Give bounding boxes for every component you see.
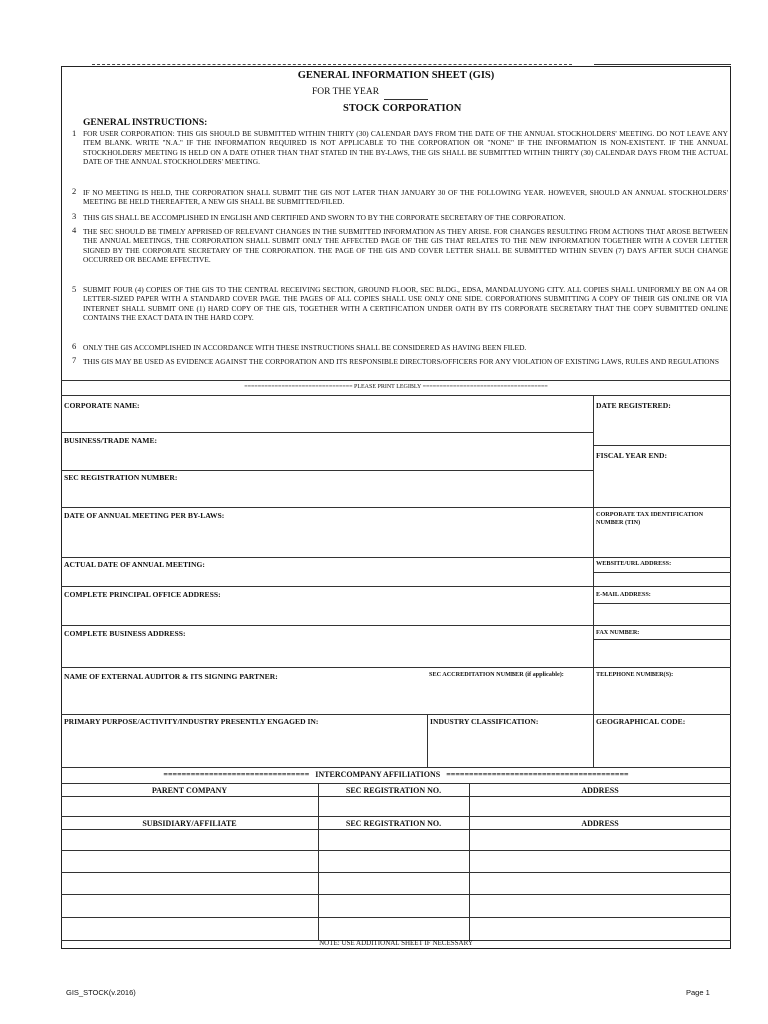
instruction-text: THIS GIS SHALL BE ACCOMPLISHED IN ENGLISH AND CERTIFIED AND SWORN TO BY THE CORPORATE SECRETARY OF THE CORPORATION. xyxy=(83,213,566,222)
field-rule xyxy=(593,639,731,640)
field-rule xyxy=(593,667,731,668)
address-header: ADDRESS xyxy=(581,819,619,828)
instruction-text: ONLY THE GIS ACCOMPLISHED IN ACCORDANCE WITH THESE INSTRUCTIONS SHALL BE CONSIDERED AS HAVING BEEN FILED. xyxy=(83,343,527,352)
sec-reg-no-header: SEC REGISTRATION NO. xyxy=(345,786,442,795)
field-rule xyxy=(593,603,731,604)
field-rule xyxy=(593,586,731,587)
instruction-number: 5 xyxy=(72,284,77,294)
field-rule xyxy=(593,625,731,626)
primary-purpose-label: PRIMARY PURPOSE/ACTIVITY/INDUSTRY PRESENTLY ENGAGED IN: xyxy=(64,717,319,726)
banner-left-rule: ================================ xyxy=(163,770,310,779)
fax-label: FAX NUMBER: xyxy=(596,629,640,636)
table-row-rule xyxy=(61,894,731,895)
corporate-name-label: CORPORATE NAME: xyxy=(64,401,140,410)
instruction-text: THIS GIS MAY BE USED AS EVIDENCE AGAINST THE CORPORATION AND ITS RESPONSIBLE DIRECTORS/OFFICERS FOR ANY VIOLATION OF EXISTING LAWS, RULES AND REGULATIONS xyxy=(83,357,719,366)
corporate-tin-label: CORPORATE TAX IDENTIFICATION NUMBER (TIN) xyxy=(596,511,704,526)
table-row-rule xyxy=(61,829,731,830)
affiliations-banner xyxy=(61,770,731,779)
general-instructions-heading: GENERAL INSTRUCTIONS: xyxy=(83,118,208,128)
column-divider xyxy=(593,395,594,767)
field-rule xyxy=(593,507,731,508)
column-divider xyxy=(427,714,428,767)
instruction-number: 6 xyxy=(72,341,77,351)
form-code: GIS_STOCK(v.2016) xyxy=(66,988,136,997)
page-number: Page 1 xyxy=(686,988,710,997)
field-rule xyxy=(61,507,593,508)
annual-meeting-bylaws-label: DATE OF ANNUAL MEETING PER BY-LAWS: xyxy=(64,511,225,520)
instruction-number: 4 xyxy=(72,225,77,235)
website-label: WEBSITE/URL ADDRESS: xyxy=(596,560,672,567)
field-rule xyxy=(593,714,731,715)
field-rule xyxy=(61,470,593,471)
section-divider xyxy=(61,380,731,381)
parent-company-header: PARENT COMPANY xyxy=(151,786,228,795)
additional-sheet-note: NOTE: USE ADDITIONAL SHEET IF NECESSARY xyxy=(319,939,473,947)
field-rule xyxy=(61,625,593,626)
table-row-rule xyxy=(61,917,731,918)
sec-reg-no-header: SEC REGISTRATION NO. xyxy=(345,819,442,828)
table-row-rule xyxy=(61,796,731,797)
affiliations-title: INTERCOMPANY AFFILIATIONS xyxy=(315,770,441,779)
address-header: ADDRESS xyxy=(581,786,619,795)
sec-registration-number-label: SEC REGISTRATION NUMBER: xyxy=(64,473,178,482)
instruction-number: 7 xyxy=(72,355,77,365)
date-registered-label: DATE REGISTERED: xyxy=(596,401,671,410)
form-title: GENERAL INFORMATION SHEET (GIS) xyxy=(297,70,495,81)
top-right-rule xyxy=(594,64,731,65)
fiscal-year-end-label: FISCAL YEAR END: xyxy=(596,451,668,460)
instruction-text: THE SEC SHOULD BE TIMELY APPRISED OF RELEVANT CHANGES IN THE SUBMITTED INFORMATION AS THEY ARISE. FOR CHANGES RESULTING FROM ACTIONS THAT AROSE BETWEEN THE ANNUAL MEETINGS, THE CORPORATION SHALL SUBMIT ONLY THE AFFECTED PAGE OF THE GIS THAT RELATES TO THE NEW INFORMATION TOGETHER WITH A COVER LETTER SIGNED BY THE CORPORATE SECRETARY OF THE CORPORATION. THE PAGE OF THE GIS AND COVER LETTER SHALL BE SUBMITTED WITHIN SEVEN (7) DAYS AFTER SUCH CHANGE OCCURRED OR BECAME EFFECTIVE. xyxy=(83,227,728,265)
business-address-label: COMPLETE BUSINESS ADDRESS: xyxy=(64,629,186,638)
instruction-number: 1 xyxy=(72,128,77,138)
year-underline xyxy=(384,99,428,100)
principal-office-address-label: COMPLETE PRINCIPAL OFFICE ADDRESS: xyxy=(64,590,221,599)
instruction-text: IF NO MEETING IS HELD, THE CORPORATION SHALL SUBMIT THE GIS NOT LATER THAN JANUARY 30 OF THE FOLLOWING YEAR. HOWEVER, SHOULD AN ANNUAL STOCKHOLDERS' MEETING BE HELD THEREAFTER, A NEW GIS SHALL BE SUBMITTED/FILED. xyxy=(83,188,728,207)
field-rule xyxy=(61,667,593,668)
telephone-label: TELEPHONE NUMBER(S): xyxy=(596,671,674,678)
section-divider xyxy=(61,783,731,784)
geographical-code-label: GEOGRAPHICAL CODE: xyxy=(596,717,686,726)
email-label: E-MAIL ADDRESS: xyxy=(596,591,651,598)
field-rule xyxy=(593,445,731,446)
field-rule xyxy=(61,432,593,433)
field-rule xyxy=(593,557,731,558)
section-divider xyxy=(61,767,731,768)
instruction-number: 3 xyxy=(72,211,77,221)
field-rule xyxy=(61,557,593,558)
external-auditor-label: NAME OF EXTERNAL AUDITOR & ITS SIGNING PARTNER: xyxy=(64,672,278,681)
for-the-year-label: FOR THE YEAR xyxy=(312,87,380,97)
table-row-rule xyxy=(61,816,731,817)
section-divider xyxy=(61,395,731,396)
industry-classification-label: INDUSTRY CLASSIFICATION: xyxy=(430,717,539,726)
instruction-number: 2 xyxy=(72,186,77,196)
please-print-legibly-banner: ================================ PLEASE PRINT LEGIBLY ===================================== xyxy=(244,384,548,390)
banner-right-rule: ======================================== xyxy=(446,770,629,779)
stock-corporation-label: STOCK CORPORATION xyxy=(343,103,462,114)
instruction-text: FOR USER CORPORATION: THIS GIS SHOULD BE SUBMITTED WITHIN THIRTY (30) CALENDAR DAYS FROM THE DATE OF THE ANNUAL STOCKHOLDERS' MEETING. DO NOT LEAVE ANY ITEM BLANK. WRITE "N.A." IF THE INFORMATION REQUIRED IS NOT APPLICABLE TO THE CORPORATION OR "NONE" IF THE INFORMATION IS NON-EXISTENT. IF THE ANNUAL STOCKHOLDERS' MEETING IS HELD ON A DATE OTHER THAN THAT STATED IN THE BY-LAWS, THE GIS SHALL BE SUBMITTED WITHIN THIRTY (30) CALENDAR DAYS FROM THE ACTUAL DATE OF THE ANNUAL STOCKHOLDERS' MEETING. xyxy=(83,129,728,167)
table-row-rule xyxy=(61,850,731,851)
field-rule xyxy=(61,714,593,715)
table-row-rule xyxy=(61,872,731,873)
subsidiary-affiliate-header: SUBSIDIARY/AFFILIATE xyxy=(142,819,237,828)
instruction-text: SUBMIT FOUR (4) COPIES OF THE GIS TO THE CENTRAL RECEIVING SECTION, GROUND FLOOR, SEC BLDG., EDSA, MANDALUYONG CITY. ALL COPIES SHALL UNIFORMLY BE ON A4 OR LETTER-SIZED PAPER WITH A STANDARD COVER PAGE. THE PAGES OF ALL COPIES SHALL USE ONLY ONE SIDE. CORPORATIONS SUBMITTING A COPY OF THEIR GIS ONLINE OR VIA INTERNET SHALL SUBMIT ONE (1) HARD COPY OF THE GIS, TOGETHER WITH A CERTIFICATION UNDER OATH BY ITS CORPORATE SECRETARY THAT THE COPY SUBMITTED ONLINE CONTAINS THE EXACT DATA IN THE HARD COPY. xyxy=(83,285,728,323)
sec-accreditation-label: SEC ACCREDITATION NUMBER (if applicable): xyxy=(429,671,564,678)
business-trade-name-label: BUSINESS/TRADE NAME: xyxy=(64,436,158,445)
actual-annual-meeting-label: ACTUAL DATE OF ANNUAL MEETING: xyxy=(64,560,205,569)
top-dashed-line xyxy=(92,64,572,65)
field-rule xyxy=(61,586,593,587)
field-rule xyxy=(593,572,731,573)
